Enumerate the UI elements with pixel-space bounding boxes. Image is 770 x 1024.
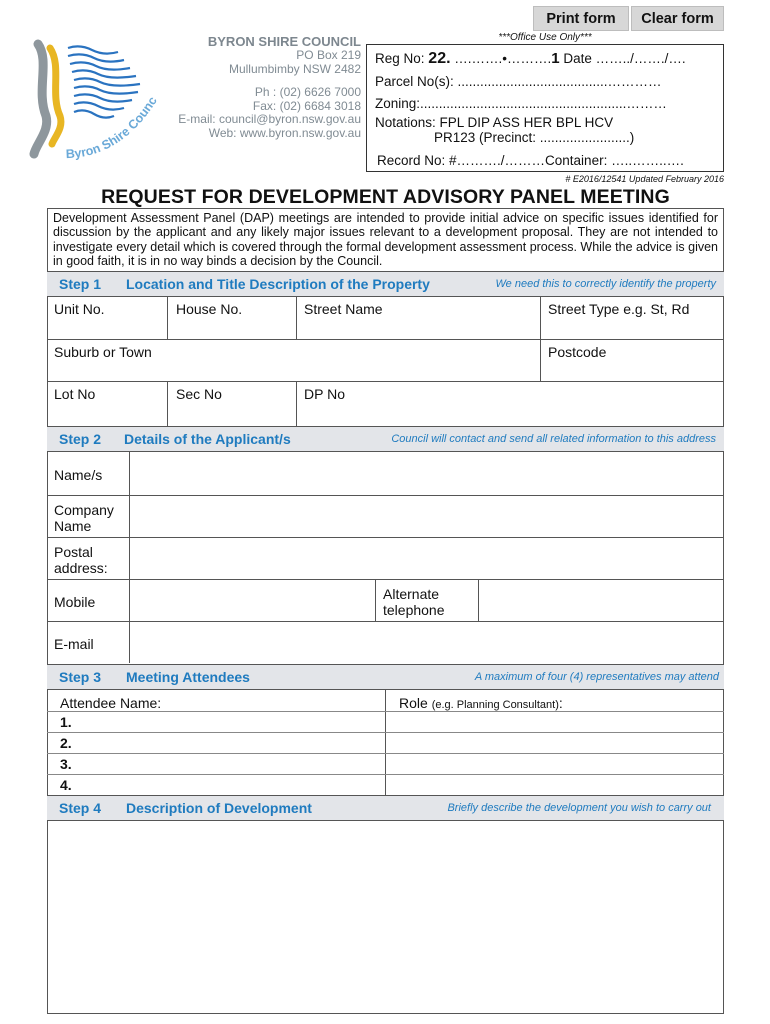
step4-header bbox=[47, 795, 724, 821]
step3-title: Meeting Attendees bbox=[126, 669, 250, 685]
attendee-row-number: 2. bbox=[60, 735, 72, 751]
precinct-line: PR123 (Precinct: ........................) bbox=[434, 130, 635, 145]
mobile-field[interactable] bbox=[130, 580, 374, 620]
attendee-2-name-field[interactable] bbox=[75, 733, 383, 752]
lot-no-label: Lot No bbox=[54, 386, 96, 402]
street-type-label: Street Type e.g. St, Rd bbox=[548, 301, 690, 317]
attendee-2-role-field[interactable] bbox=[387, 733, 723, 752]
attendee-row-number: 1. bbox=[60, 714, 72, 730]
page-title: REQUEST FOR DEVELOPMENT ADVISORY PANEL MEETING bbox=[101, 186, 670, 208]
alternate-telephone-field[interactable] bbox=[479, 580, 723, 620]
council-fax: Fax: (02) 6684 3018 bbox=[252, 98, 361, 113]
sec-no-field[interactable] bbox=[168, 403, 295, 425]
attendee-1-name-field[interactable] bbox=[75, 712, 383, 731]
print-form-button[interactable]: Print form bbox=[533, 6, 629, 31]
house-no-field[interactable] bbox=[168, 318, 295, 338]
sec-no-label: Sec No bbox=[176, 386, 222, 402]
step2-header bbox=[47, 426, 724, 452]
council-name: BYRON SHIRE COUNCIL bbox=[207, 34, 361, 49]
unit-no-field[interactable] bbox=[48, 318, 166, 338]
council-phone: Ph : (02) 6626 7000 bbox=[254, 85, 361, 99]
suburb-label: Suburb or Town bbox=[54, 344, 152, 360]
step2-title: Details of the Applicant/s bbox=[124, 431, 291, 447]
street-type-field[interactable] bbox=[541, 318, 723, 338]
role-header: Role (e.g. Planning Consultant): bbox=[399, 695, 563, 711]
council-web: Web: www.byron.nsw.gov.au bbox=[208, 125, 361, 140]
alternate-telephone-label: Alternate telephone bbox=[383, 586, 445, 618]
postal-address-label: Postal address: bbox=[54, 544, 108, 576]
office-use-heading: ***Office Use Only*** bbox=[498, 32, 592, 43]
step4-note: Briefly describe the development you wish to carry out bbox=[447, 802, 711, 814]
intro-paragraph: Development Assessment Panel (DAP) meetings are intended to provide initial advice on specific issues identified for discussion by the applicant and any likely major issues relevant to a development proposal. They are not intended to investigate every detail which is covered through the formal development assessment process. While the advice is given in good faith, it is in no way binds a decision by the Council. bbox=[53, 211, 718, 269]
email-field[interactable] bbox=[130, 622, 723, 662]
names-field[interactable] bbox=[130, 453, 723, 494]
house-no-label: House No. bbox=[176, 301, 243, 317]
council-po-box: PO Box 219 bbox=[296, 48, 361, 62]
postcode-label: Postcode bbox=[548, 344, 607, 360]
zoning-line: Zoning:.......................................................……… bbox=[375, 96, 667, 111]
company-name-label: Company Name bbox=[54, 502, 114, 534]
suburb-field[interactable] bbox=[48, 361, 539, 380]
attendee-1-role-field[interactable] bbox=[387, 712, 723, 731]
names-label: Name/s bbox=[54, 467, 103, 483]
step3-header bbox=[47, 664, 724, 690]
dp-no-label: DP No bbox=[304, 386, 345, 402]
step1-note: We need this to correctly identify the property bbox=[495, 278, 716, 290]
step1-number: Step 1 bbox=[59, 276, 102, 292]
attendee-name-header: Attendee Name: bbox=[60, 695, 162, 711]
step4-number: Step 4 bbox=[59, 800, 102, 816]
step3-number: Step 3 bbox=[59, 669, 102, 685]
attendee-4-name-field[interactable] bbox=[75, 775, 383, 794]
council-logo bbox=[28, 36, 163, 166]
street-name-label: Street Name bbox=[304, 301, 383, 317]
email-label: E-mail bbox=[54, 636, 94, 652]
step2-number: Step 2 bbox=[59, 431, 102, 447]
step1-title: Location and Title Description of the Property bbox=[126, 276, 430, 292]
attendee-4-role-field[interactable] bbox=[387, 775, 723, 794]
parcel-line: Parcel No(s): ........................................………… bbox=[375, 74, 662, 89]
reg-no-line: Reg No: 22. ….…….•……….1 Date ……../……./…. bbox=[375, 50, 686, 67]
step3-note: A maximum of four (4) representatives may attend bbox=[474, 671, 719, 683]
council-town: Mullumbimby NSW 2482 bbox=[228, 61, 361, 76]
attendee-row-number: 3. bbox=[60, 756, 72, 772]
mobile-label: Mobile bbox=[54, 594, 96, 610]
company-name-field[interactable] bbox=[130, 496, 723, 536]
postal-address-field[interactable] bbox=[130, 538, 723, 578]
svg-text:Byron Shire Council: Byron Shire Counc bbox=[65, 93, 160, 162]
attendee-3-role-field[interactable] bbox=[387, 754, 723, 773]
attendee-row-number: 4. bbox=[60, 777, 72, 793]
postcode-field[interactable] bbox=[541, 361, 723, 380]
step2-note: Council will contact and send all related information to this address bbox=[391, 433, 716, 445]
council-email: E-mail: council@byron.nsw.gov.au bbox=[178, 112, 361, 126]
step1-header bbox=[47, 271, 724, 297]
clear-form-button[interactable]: Clear form bbox=[631, 6, 724, 31]
lot-no-field[interactable] bbox=[48, 403, 166, 425]
unit-no-label: Unit No. bbox=[54, 301, 105, 317]
dp-no-field[interactable] bbox=[297, 403, 723, 425]
record-no-line: Record No: #………./………Container: …..……..…. bbox=[377, 153, 684, 168]
attendee-3-name-field[interactable] bbox=[75, 754, 383, 773]
notations-line: Notations: FPL DIP ASS HER BPL HCV bbox=[375, 115, 614, 130]
description-field[interactable] bbox=[47, 820, 724, 1014]
street-name-field[interactable] bbox=[297, 318, 539, 338]
document-reference: # E2016/12541 Updated February 2016 bbox=[565, 174, 724, 184]
step4-title: Description of Development bbox=[126, 800, 312, 816]
